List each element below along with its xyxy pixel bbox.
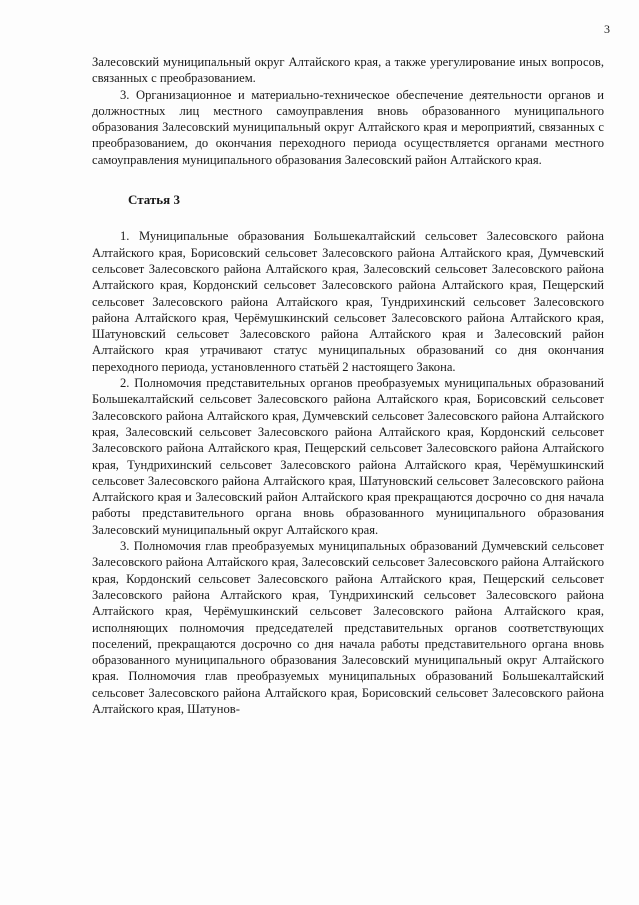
document-body — [92, 54, 604, 717]
article-paragraph-1: 1. Муниципальные образования Большекалтайский сельсовет Залесовского района Алтайского края, Борисовский сельсовет Залесовского района Алтайского края, Думчевский сельсовет Залесовского района Алтайского края, Залесовский сельсовет Залесовского района Алтайского края, Кордонский сельсовет Залесовского района Алтайского края, Пещерский сельсовет Залесовского района Алтайского края, Тундрихинский сельсовет Залесовского района Алтайского края, Черёмушкинский сельсовет Залесовского района Алтайского края, Шатуновский сельсовет Залесовского района Алтайского края и Залесовский район Алтайского края утрачивают статус муниципальных образований со дня окончания переходного периода, установленного статьёй 2 настоящего Закона. — [92, 229, 604, 374]
paragraph-item-3: 3. Организационное и материально-техническое обеспечение деятельности органов и должностных лиц местного самоуправления вновь образованного муниципального образования Залесовский муниципальный округ Алтайского края и мероприятий, связанных с преобразованием, до окончания переходного периода осуществляется органами местного самоуправления муниципального образования Залесовский район Алтайского края. — [92, 87, 604, 167]
article-paragraph-2: 2. Полномочия представительных органов преобразуемых муниципальных образований Большекалтайский сельсовет Залесовского района Алтайского края, Борисовский сельсовет Залесовского района Алтайского края, Думчевский сельсовет Залесовского района Алтайского края, Залесовский сельсовет Залесовского района Алтайского края, Кордонский сельсовет Залесовского района Алтайского края, Пещерский сельсовет Залесовского района Алтайского края, Тундрихинский сельсовет Залесовского района Алтайского края, Черёмушкинский сельсовет Залесовского района Алтайского края, Шатуновский сельсовет Залесовского района Алтайского края и Залесовский район Алтайского края прекращаются досрочно со дня начала работы представительного органа вновь образованного муниципального образования Залесовский муниципальный округ Алтайского края. — [92, 376, 604, 537]
article-heading: Статья 3 — [128, 192, 180, 208]
article-paragraph-3: 3. Полномочия глав преобразуемых муниципальных образований Думчевский сельсовет Залесовского района Алтайского края, Залесовский сельсовет Залесовского района Алтайского края, Кордонский сельсовет Залесовского района Алтайского края, Пещерский сельсовет Залесовского района Алтайского края, Тундрихинский сельсовет Залесовского района Алтайского края, Черёмушкинский сельсовет Залесовского района Алтайского края, исполняющих полномочия председателей представительных органов соответствующих поселений, прекращаются досрочно со дня начала работы представительного органа вновь образованного муниципального образования Залесовский муниципальный округ Алтайского края. Полномочия глав преобразуемых муниципальных образований Большекалтайский сельсовет Залесовского района Алтайского края, Борисовский сельсовет Залесовского района Алтайского края, Шатунов- — [92, 539, 604, 716]
page-number: 3 — [604, 22, 610, 36]
paragraph-continuation: Залесовский муниципальный округ Алтайского края, а также урегулирование иных вопросов, связанных с преобразованием. — [92, 55, 604, 86]
